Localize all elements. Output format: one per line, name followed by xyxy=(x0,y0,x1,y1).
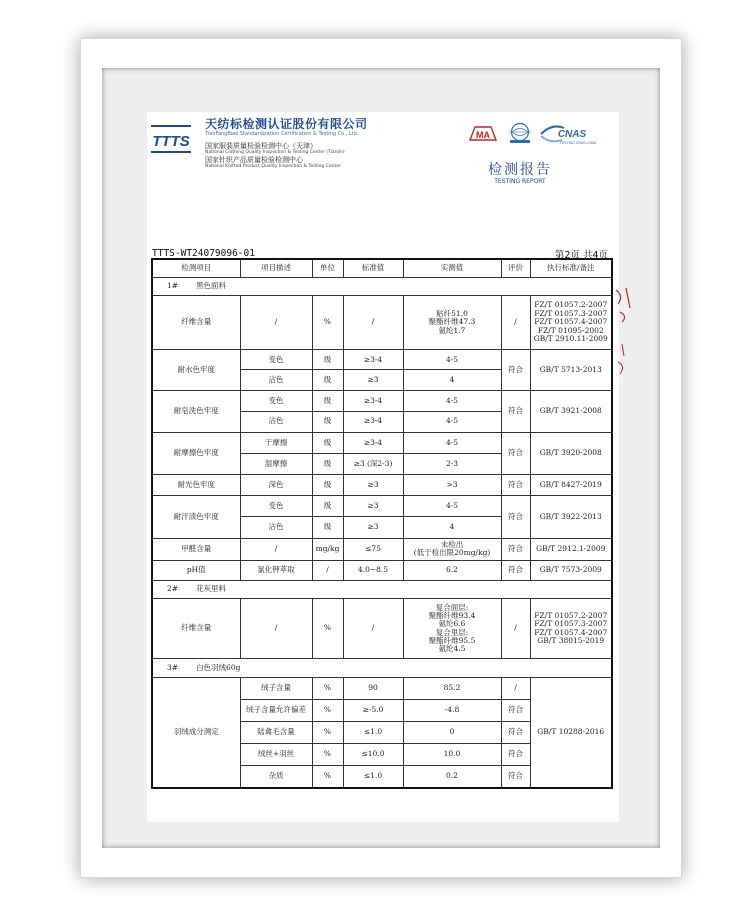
cell: 4-5 xyxy=(403,432,501,453)
cell: 级 xyxy=(312,496,343,517)
cell: 甲醛含量 xyxy=(152,538,240,560)
cell: >3 xyxy=(403,475,501,496)
table-row xyxy=(152,475,612,496)
section-row xyxy=(152,580,612,598)
cell: 杂质 xyxy=(240,766,312,788)
section-2-title xyxy=(152,580,612,598)
cell: FZ/T 01057.2-2007 FZ/T 01057.3-2007 FZ/T 01057.4-2007 GB/T 38015-2019 xyxy=(530,598,612,658)
cell: 6.2 xyxy=(403,560,501,580)
cell: 绒子含量允许偏差 xyxy=(240,699,312,721)
section-name: 黑色面料 xyxy=(196,280,227,290)
logo-text: TTTS xyxy=(152,133,190,150)
cell: GB/T 10288-2016 xyxy=(530,677,612,788)
cell: 深色 xyxy=(240,475,312,496)
cell: 粘纤51.0 聚酯纤维47.3 氨纶1.7 xyxy=(403,295,501,349)
cell: / xyxy=(343,598,403,658)
cell: ≥3 xyxy=(343,475,403,496)
cell: GB/T 3921-2008 xyxy=(530,391,612,432)
cell: 变色 xyxy=(240,350,312,370)
cell: 4-5 xyxy=(403,496,501,517)
table-row xyxy=(152,496,612,517)
table-row xyxy=(152,560,612,580)
cell: 沾色 xyxy=(240,517,312,538)
cell: 4 xyxy=(403,370,501,391)
cell: GB/T 3922-2013 xyxy=(530,496,612,538)
center-1-en: National Clothing Quality Inspection & Testing Center (Tianjin) xyxy=(205,150,345,155)
cell: 符合 xyxy=(501,560,530,580)
cell: 沾色 xyxy=(240,370,312,391)
cell: GB/T 8427-2019 xyxy=(530,475,612,496)
col-header: 执行标准/备注 xyxy=(530,259,612,277)
cell: 绒丝+羽丝 xyxy=(240,744,312,766)
section-name: 白色羽绒60g xyxy=(196,662,241,672)
cell: ≥3 xyxy=(343,370,403,391)
report-number: TTTS-WT24079096-01 xyxy=(152,248,255,259)
report-title xyxy=(470,163,570,185)
cell: % xyxy=(312,721,343,743)
center-1-cn: 国家服装质量检验检测中心（天津） xyxy=(205,142,317,150)
cell: 级 xyxy=(312,517,343,538)
cell: % xyxy=(312,744,343,766)
company-name-cn: 天纺标检测认证股份有限公司 xyxy=(205,117,368,131)
cell: GB/T 7573-2009 xyxy=(530,560,612,580)
center-1 xyxy=(205,143,345,156)
cell: 级 xyxy=(312,411,343,432)
table-row xyxy=(152,391,612,411)
col-header: 检测项目 xyxy=(152,259,240,277)
cell: 符合 xyxy=(501,721,530,743)
cell: / xyxy=(501,295,530,349)
section-num: 1# xyxy=(167,280,179,290)
section-row xyxy=(152,277,612,295)
cell: ≤10.0 xyxy=(343,744,403,766)
cell: 沾色 xyxy=(240,411,312,432)
cell: 耐摩擦色牢度 xyxy=(152,432,240,474)
cell: GB/T 2912.1-2009 xyxy=(530,538,612,560)
section-row xyxy=(152,659,612,677)
cell: 2-3 xyxy=(403,453,501,474)
cnas-badge-icon xyxy=(538,122,596,146)
cell: / xyxy=(312,560,343,580)
col-header: 单位 xyxy=(312,259,343,277)
cell: 4.0~8.5 xyxy=(343,560,403,580)
cell: GB/T 3920-2008 xyxy=(530,432,612,474)
cell: 4 xyxy=(403,517,501,538)
cell: 纤维含量 xyxy=(152,295,240,349)
cell: ≤75 xyxy=(343,538,403,560)
cell: 4-5 xyxy=(403,391,501,411)
company-name xyxy=(205,118,368,137)
cell: 级 xyxy=(312,370,343,391)
col-header: 评价 xyxy=(501,259,530,277)
cell: 符合 xyxy=(501,766,530,788)
cell: 符合 xyxy=(501,475,530,496)
cell: 纤维含量 xyxy=(152,598,240,658)
cell: 级 xyxy=(312,350,343,370)
cell: ≥3 xyxy=(343,496,403,517)
ilac-mra-badge-icon xyxy=(506,122,534,144)
cell: % xyxy=(312,295,343,349)
col-header: 实测值 xyxy=(403,259,501,277)
cell: ≥-5.0 xyxy=(343,699,403,721)
table-row xyxy=(152,598,612,658)
cell: 4-5 xyxy=(403,411,501,432)
test-results-table xyxy=(151,258,613,789)
cma-text: MA xyxy=(476,130,490,140)
cell: 氯化钾萃取 xyxy=(240,560,312,580)
center-2 xyxy=(205,157,341,170)
partial-stamp-mark-icon xyxy=(612,282,636,392)
cell: 符合 xyxy=(501,496,530,538)
cell: 符合 xyxy=(501,699,530,721)
section-name: 花灰里料 xyxy=(196,584,227,594)
cell: 湿摩擦 xyxy=(240,453,312,474)
cell: pH值 xyxy=(152,560,240,580)
center-2-en: National Knitted Product Quality Inspection & Testing Center xyxy=(205,164,341,169)
cell: 复合面层: 聚酯纤维93.4 氨纶6.6 复合里层: 聚酯纤维95.5 氨纶4.5 xyxy=(403,598,501,658)
section-num: 3# xyxy=(167,662,179,672)
col-header: 项目描述 xyxy=(240,259,312,277)
cell: 耐水色牢度 xyxy=(152,350,240,391)
center-2-cn: 国家针织产品质量检验检测中心 xyxy=(205,156,303,164)
cell: 级 xyxy=(312,475,343,496)
cell: 10.0 xyxy=(403,744,501,766)
cnas-text: CNAS xyxy=(557,129,587,140)
cell: / xyxy=(343,295,403,349)
cell: 陆禽毛含量 xyxy=(240,721,312,743)
cell: 级 xyxy=(312,453,343,474)
cell: GB/T 5713-2013 xyxy=(530,350,612,391)
cell: / xyxy=(240,538,312,560)
cell: % xyxy=(312,598,343,658)
table-row xyxy=(152,432,612,453)
cell: 耐汗渍色牢度 xyxy=(152,496,240,538)
cell: ≤1.0 xyxy=(343,721,403,743)
cell: % xyxy=(312,766,343,788)
cell: / xyxy=(501,677,530,699)
cell: 4-5 xyxy=(403,350,501,370)
cell: 符合 xyxy=(501,538,530,560)
page-number: 第2页 共4页 xyxy=(554,250,608,261)
report-title-cn: 检测报告 xyxy=(488,162,552,178)
cell: 符合 xyxy=(501,350,530,391)
ttts-logo-icon xyxy=(149,122,193,156)
cell: 符合 xyxy=(501,432,530,474)
cell: -4.8 xyxy=(403,699,501,721)
cell: ≥3 (深2-3) xyxy=(343,453,403,474)
cell: 未检出 (低于检出限20mg/kg) xyxy=(403,538,501,560)
cell: 耐皂洗色牢度 xyxy=(152,391,240,432)
cell: 变色 xyxy=(240,496,312,517)
cell: FZ/T 01057.2-2007 FZ/T 01057.3-2007 FZ/T 01057.4-2007 FZ/T 01095-2002 GB/T 2910.11-2009 xyxy=(530,295,612,349)
cell: ≥3 xyxy=(343,517,403,538)
cell: / xyxy=(501,598,530,658)
section-3-title xyxy=(152,659,612,677)
cell: 羽绒成分测定 xyxy=(152,677,240,788)
cell: / xyxy=(240,295,312,349)
table-row xyxy=(152,295,612,349)
cell: 符合 xyxy=(501,391,530,432)
report-title-en: TESTING REPORT xyxy=(494,178,546,185)
table-row xyxy=(152,677,612,699)
cell: % xyxy=(312,677,343,699)
cnas-sub-text: TESTING CNAS L0368 xyxy=(559,141,596,145)
cell: ≥3-4 xyxy=(343,432,403,453)
cell: ≥3-4 xyxy=(343,391,403,411)
cell: 85.2 xyxy=(403,677,501,699)
cell: 级 xyxy=(312,391,343,411)
cell: 0.2 xyxy=(403,766,501,788)
cell: / xyxy=(240,598,312,658)
cell: 0 xyxy=(403,721,501,743)
section-1-title xyxy=(152,277,612,295)
table-header-row xyxy=(152,259,612,277)
cma-badge-icon xyxy=(469,125,497,141)
cell: ≥3-4 xyxy=(343,350,403,370)
cell: 符合 xyxy=(501,744,530,766)
section-num: 2# xyxy=(167,584,179,594)
table-row xyxy=(152,350,612,370)
company-name-en: TianFangBiao Standardization Certification & Testing Co., Ltd. xyxy=(205,131,359,137)
cell: 干摩擦 xyxy=(240,432,312,453)
table-row xyxy=(152,538,612,560)
cell: 90 xyxy=(343,677,403,699)
cell: ≤1.0 xyxy=(343,766,403,788)
cell: mg/kg xyxy=(312,538,343,560)
cell: 变色 xyxy=(240,391,312,411)
cell: ≥3-4 xyxy=(343,411,403,432)
cell: 耐光色牢度 xyxy=(152,475,240,496)
cell: 绒子含量 xyxy=(240,677,312,699)
col-header: 标准值 xyxy=(343,259,403,277)
cell: 级 xyxy=(312,432,343,453)
cell: % xyxy=(312,699,343,721)
